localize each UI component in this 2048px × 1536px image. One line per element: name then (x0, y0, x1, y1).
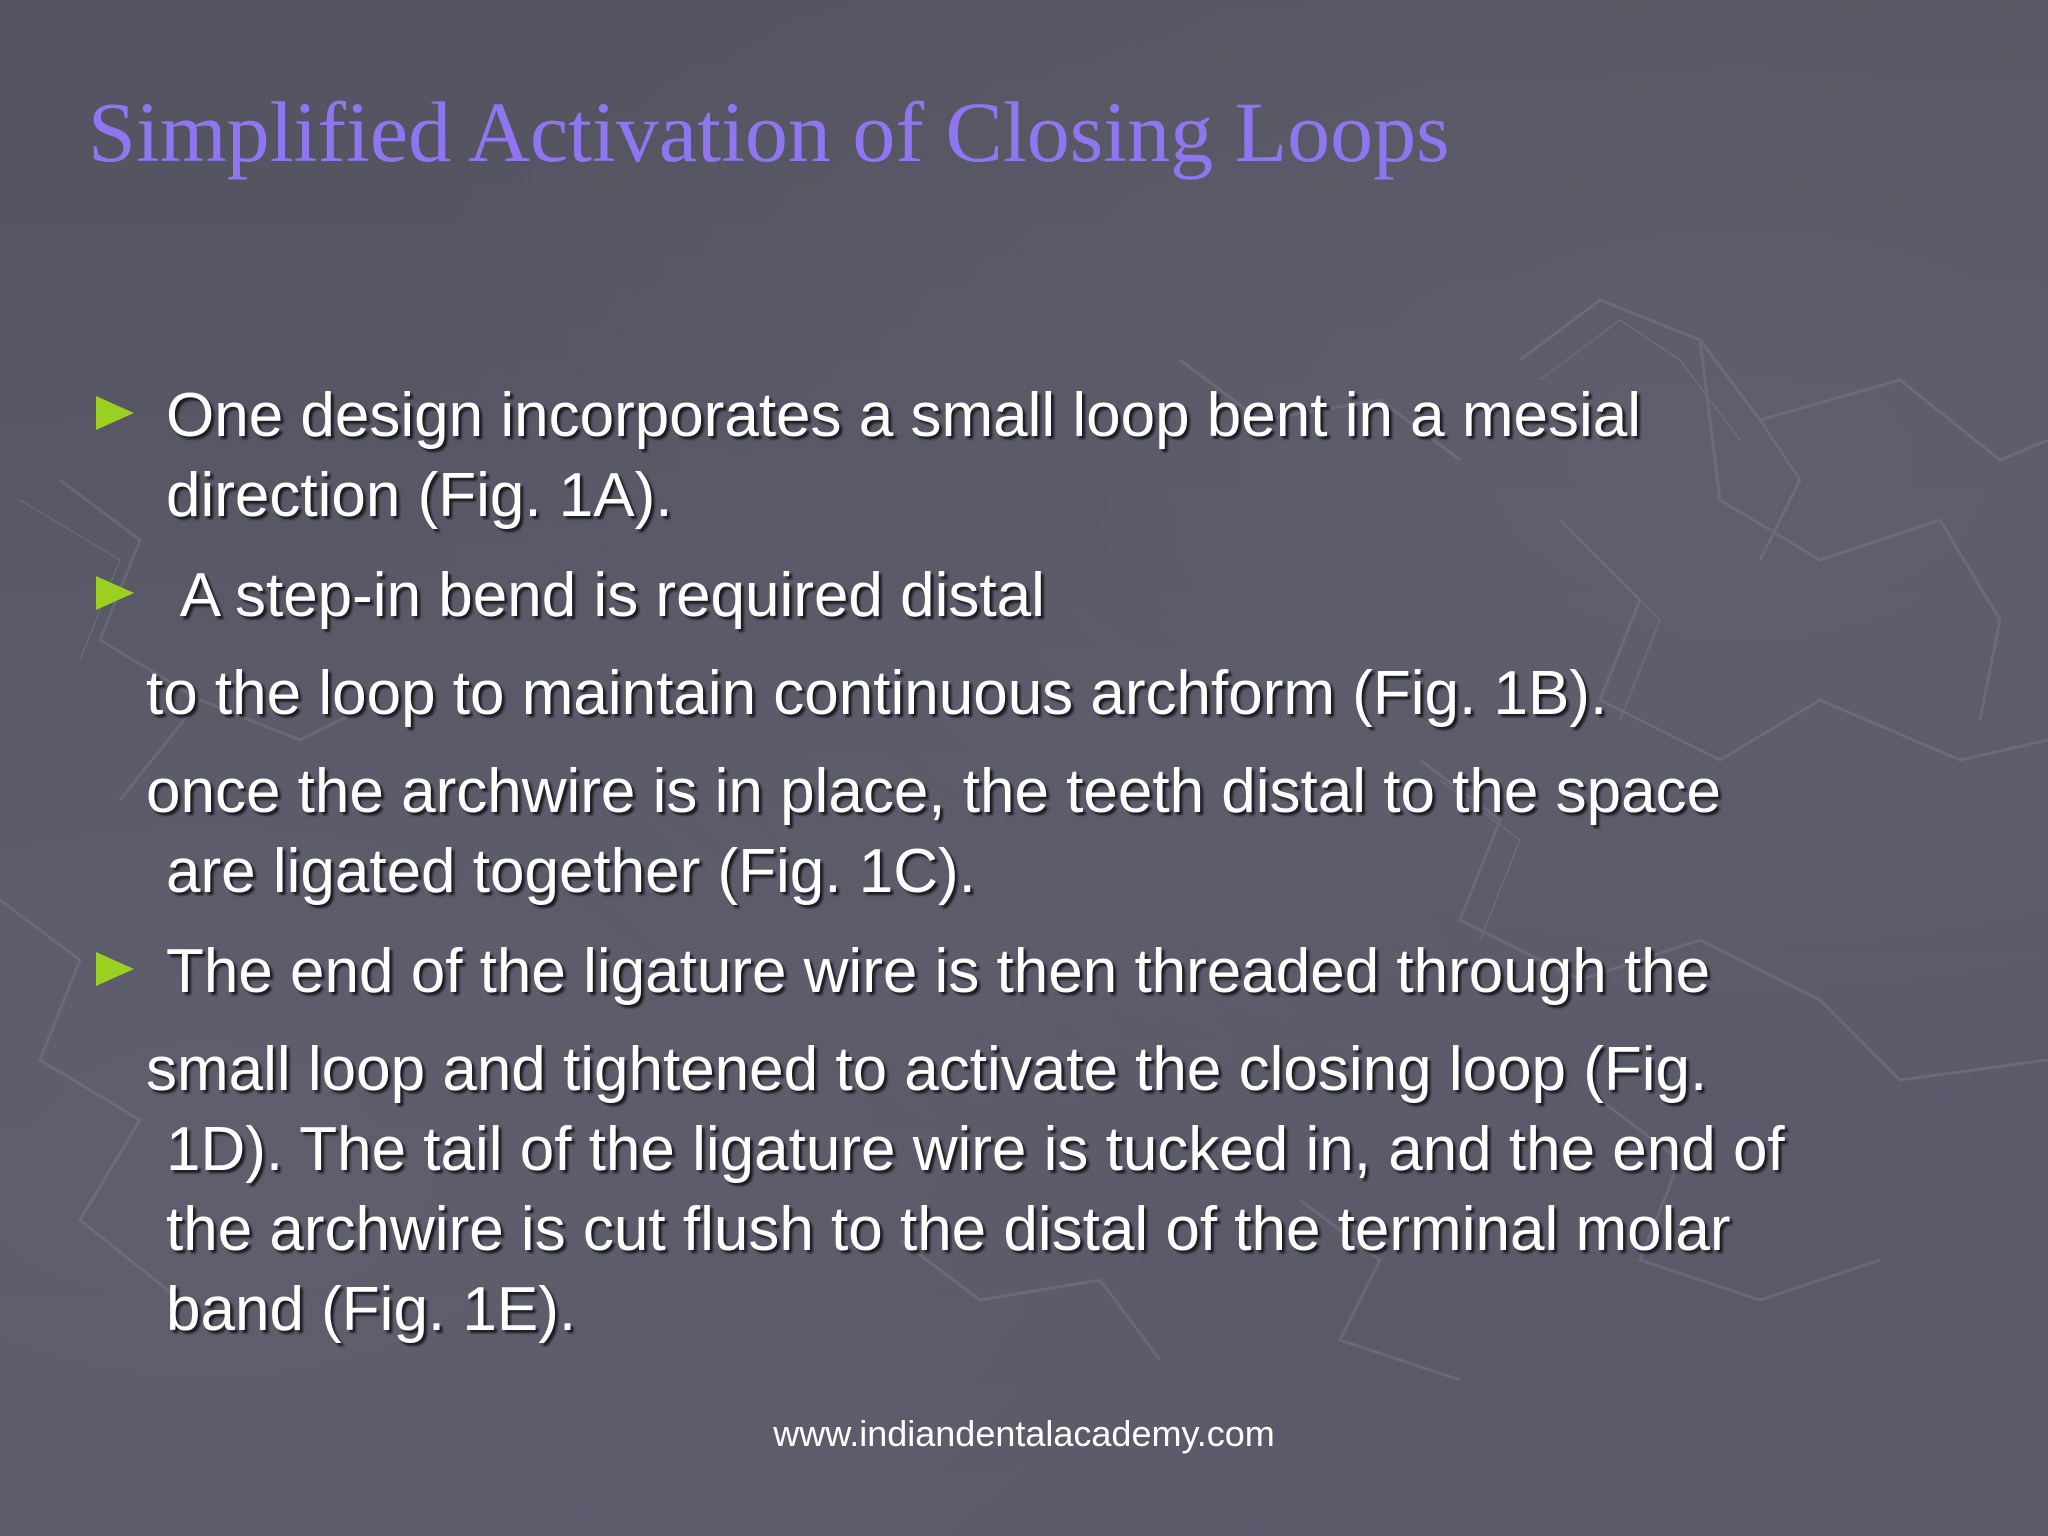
body-text-line: the archwire is cut flush to the distal of the terminal molar (166, 1195, 1731, 1264)
bullet-text-line: One design incorporates a small loop bent in a mesial (166, 381, 1642, 450)
body-text-line: to the loop to maintain continuous archform (Fig. 1B). (146, 659, 1608, 728)
body-text-line: are ligated together (Fig. 1C). (166, 837, 976, 906)
body-text-line: 1D). The tail of the ligature wire is tucked in, and the end of (166, 1115, 1785, 1184)
body-text-line: once the archwire is in place, the teeth distal to the space (146, 757, 1722, 826)
slide-title: Simplified Activation of Closing Loops (88, 84, 1450, 180)
bullet-text-line: direction (Fig. 1A). (166, 461, 673, 530)
body-text-line: band (Fig. 1E). (166, 1275, 577, 1344)
footer-url: www.indiandentalacademy.com (773, 1413, 1275, 1454)
bullet-text-line: The end of the ligature wire is then threaded through the (166, 937, 1711, 1006)
triangle-right-icon (96, 396, 134, 430)
body-text-line: small loop and tightened to activate the closing loop (Fig. (146, 1035, 1708, 1104)
triangle-right-icon (96, 576, 134, 610)
bullet-text-line: A step-in bend is required distal (166, 561, 1045, 630)
triangle-right-icon (96, 952, 134, 986)
